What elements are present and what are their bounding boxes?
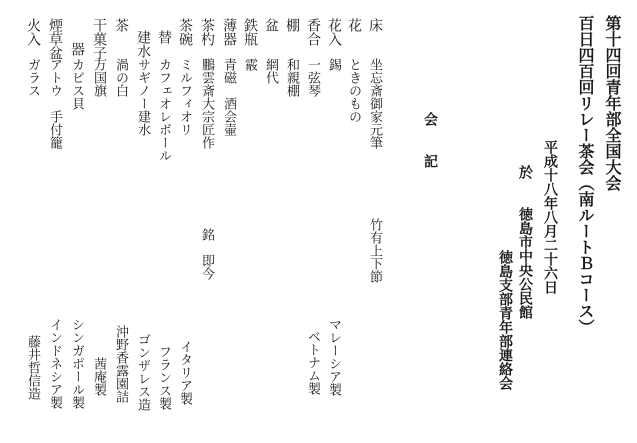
item-category: 茶碗 xyxy=(177,18,193,46)
event-date: 平成十八年八月二十六日 xyxy=(542,140,558,294)
item-name: 錫 xyxy=(326,58,341,71)
item-maker: 藤井哲信造 xyxy=(25,335,40,400)
event-subtitle: 百日四百回リレー茶会（南ルートＢコース） xyxy=(576,15,595,335)
item-category: 替 xyxy=(156,30,172,44)
item-name: ときのもの xyxy=(346,58,361,123)
item-category: 建水 xyxy=(135,30,151,58)
item-category: 香合 xyxy=(305,18,321,46)
item-category: 茶 xyxy=(113,18,129,32)
item-name: ミルフィオリ xyxy=(177,58,192,136)
item-category: 干菓子 xyxy=(91,18,107,60)
item-maker: フランス製 xyxy=(156,345,171,410)
item-name: 坐忘斎御家元筆 xyxy=(367,58,382,149)
section-title: 会 記 xyxy=(422,112,438,168)
item-maker: 竹有上下節 xyxy=(367,218,382,283)
item-category: 薄器 xyxy=(221,18,237,46)
venue-prefix: 於 xyxy=(517,165,533,179)
item-category: 床 xyxy=(367,18,383,32)
item-name: カピス貝 xyxy=(69,58,84,110)
item-maker: ゴンザレス造 xyxy=(135,333,150,411)
item-maker: 沖野香露園詰 xyxy=(113,325,128,403)
item-category: 火入 xyxy=(25,18,41,46)
item-category: 器 xyxy=(69,42,85,56)
item-maker: マレーシア製 xyxy=(326,318,341,396)
item-maker: インドネシア製 xyxy=(47,318,62,409)
item-name: アトウ 手付籠 xyxy=(47,58,62,149)
item-name: 青磁 酒会壷 xyxy=(221,58,236,136)
item-category: 花入 xyxy=(326,18,342,46)
item-category: 盆 xyxy=(263,18,279,32)
item-maker: 銘 即今 xyxy=(199,228,214,280)
item-name: 万国旗 xyxy=(91,58,106,97)
item-name: 網代 xyxy=(263,58,278,84)
item-category: 鉄瓶 xyxy=(242,18,258,46)
item-category: 花 xyxy=(346,18,362,32)
item-name: カフェオレボール xyxy=(156,58,171,162)
organizer: 徳島支部青年部連絡会 xyxy=(497,250,513,390)
item-name: 渦の白 xyxy=(113,58,128,97)
item-name: 鵬雲斎大宗匠作 xyxy=(199,58,214,149)
item-maker: イタリア製 xyxy=(177,340,192,405)
item-name: ガラス xyxy=(25,58,40,97)
item-name: 霰 xyxy=(242,58,257,71)
item-name: サギノー建水 xyxy=(135,58,150,136)
item-maker: ベトナム製 xyxy=(305,330,320,395)
item-category: 茶杓 xyxy=(199,18,215,46)
item-maker: シンガポール製 xyxy=(69,318,84,409)
item-category: 煙草盆 xyxy=(47,18,63,60)
event-title: 第十四回青年部全国大会 xyxy=(603,15,622,191)
item-name: 一弦琴 xyxy=(305,58,320,97)
item-name: 和親棚 xyxy=(284,58,299,97)
item-maker: 茜庵製 xyxy=(91,357,106,396)
item-category: 棚 xyxy=(284,18,300,32)
venue-name: 徳島市中央公民館 xyxy=(517,207,533,319)
